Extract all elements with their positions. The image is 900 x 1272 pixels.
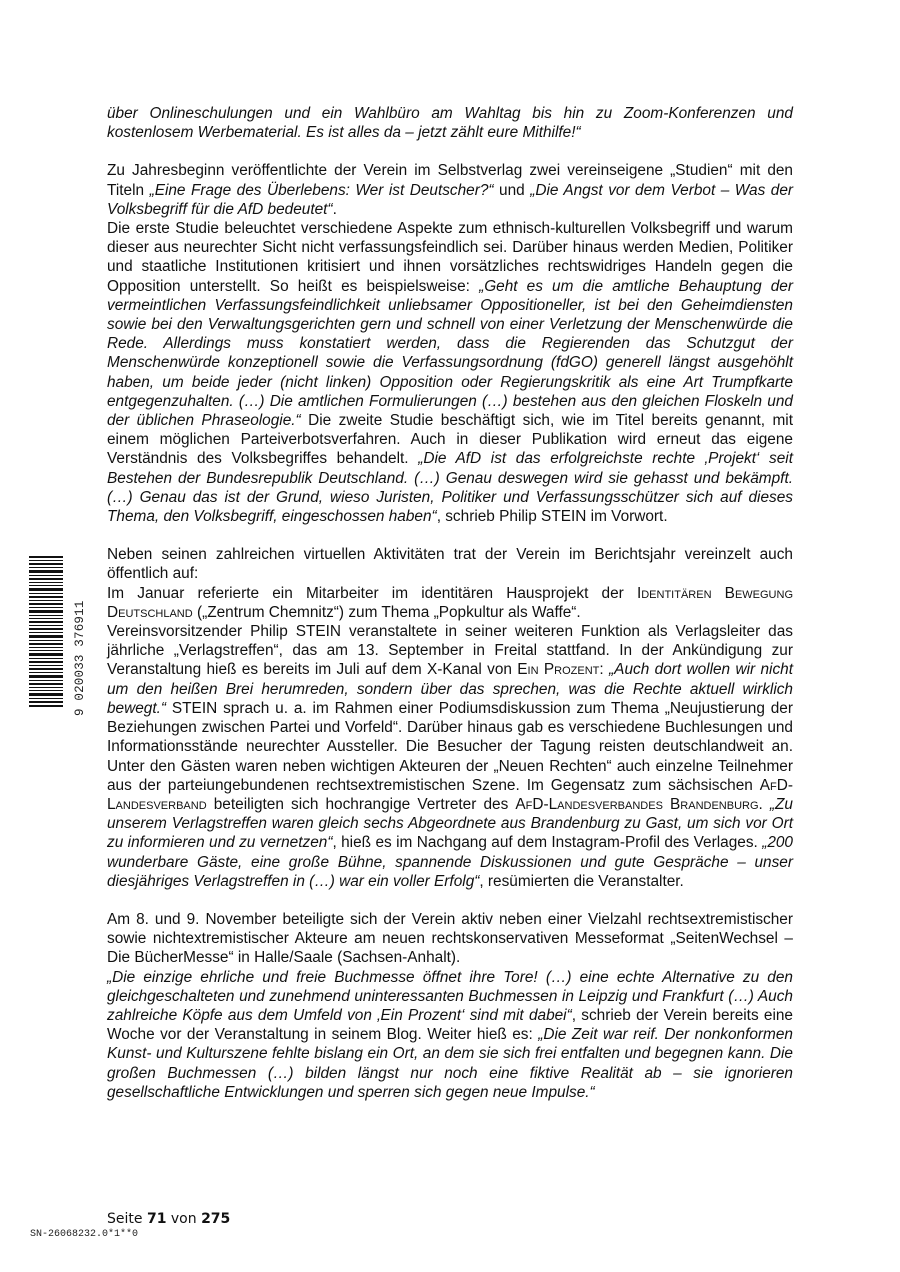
barcode-bars bbox=[29, 556, 63, 708]
paragraph-buchmesse-zitat: „Die einzige ehrliche und freie Buchmesse öffnet ihre Tore! (…) eine echte Alternative zu den gleichgeschalteten und zunehmend uninteressanten Buchmessen in Leipzig und Frankfurt (…) Auch zahlreiche Köpfe aus dem Umfeld von ‚Ein Prozent‘ sind mit dabei“, schrieb der Verein bereits eine Woche vor der Veranstaltung in seinem Blog. Weiter hieß es: „Die Zeit war reif. Der nonkonformen Kunst- und Kulturszene fehlte bislang ein Ort, an dem sie sich frei entfalten und begegnen kann. Die großen Buchmessen (…) bilden längst nur noch eine fiktive Realität ab – sie ignorieren gesellschaftliche Entwicklungen und sperren sich gegen neue Impulse.“ bbox=[107, 968, 793, 1101]
paragraph-buchmesse: Am 8. und 9. November beteiligte sich der Verein aktiv neben einer Vielzahl rechtsextremistischer sowie nichtextremistischer Akteure am neuen rechtskonservativen Messeformat „SeitenWechsel – Die BücherMesse“ in Halle/Saale (Sachsen-Anhalt). bbox=[107, 910, 793, 967]
document-id: SN-26068232.0*1**0 bbox=[30, 1229, 139, 1240]
paragraph-verlagstreffen: Vereinsvorsitzender Philip STEIN veranstaltete in seiner weiteren Funktion als Verlagsleiter das jährliche „Verlagstreffen“, das am 13. September in Freital stattfand. In der Ankündigung zur Veranstaltung hieß es bereits im Juli auf dem X-Kanal von Ein Prozent: „Auch dort wollen wir nicht um den heißen Brei herumreden, sondern über das sprechen, was die Rechte aktuell wirklich bewegt.“ STEIN sprach u. a. im Rahmen einer Podiumsdiskussion zum Thema „Neujustierung der Beziehungen zwischen Partei und Vorfeld“. Darüber hinaus gab es verschiedene Buchlesungen und Informationsstände neurechter Aussteller. Die Besucher der Tagung reisten deutschlandweit an. Unter den Gästen waren neben wichtigen Akteuren der „Neuen Rechten“ auch einzelne Teilnehmer aus der parteiungebundenen rechtsextremistischen Szene. Im Gegensatz zum sächsischen AfD-Landesverband beteiligten sich hochrangige Vertreter des AfD-Landesverbandes Brandenburg. „Zu unserem Verlagstreffen waren gleich sechs Abgeordnete aus Brandenburg zu Gast, um sich vor Ort zu informieren und zu vernetzen“, hieß es im Nachgang auf dem Instagram-Profil des Verlages. „200 wunderbare Gäste, eine große Bühne, spannende Diskussionen und gute Gespräche – unser diesjähriges Verlagstreffen in (…) war ein voller Erfolg“, resümierten die Veranstalter. bbox=[107, 623, 793, 890]
document-body bbox=[107, 104, 793, 1102]
barcode-number: 9 020033 376911 bbox=[73, 600, 87, 716]
barcode bbox=[29, 556, 87, 716]
paragraph-onlineschulungen: über Onlineschulungen und ein Wahlbüro am Wahltag bis hin zu Zoom-Konferenzen und kostenlosem Werbematerial. Es ist alles da – jetzt zählt eure Mithilfe!“ bbox=[107, 105, 793, 142]
page-number: Seite 71 von 275 bbox=[107, 1211, 231, 1227]
paragraph-studien: Zu Jahresbeginn veröffentlichte der Verein im Selbstverlag zwei vereinseigene „Studien“ mit den Titeln „Eine Frage des Überlebens: Wer ist Deutscher?“ und „Die Angst vor dem Verbot – Was der Volksbegriff für die AfD bedeutet“. bbox=[107, 162, 794, 218]
paragraph-erste-studie: Die erste Studie beleuchtet verschiedene Aspekte zum ethnisch-kulturellen Volksbegriff und warum dieser aus neurechter Sicht nicht verfassungsfeindlich sei. Darüber hinaus werden Medien, Politiker und staatliche Institutionen kritisiert und ihnen vorsätzliches rechtswidriges Handeln gegen die Opposition unterstellt. So heißt es beispielsweise: „Geht es um die amtliche Behauptung der vermeintlichen Verfassungsfeindlichkeit unliebsamer Oppositioneller, ist bei den Geheimdiensten sowie bei den Verwaltungsgerichten gern und schnell von einer Verletzung der Menschenwürde die Rede. Allerdings muss konstatiert werden, dass die Regierenden das Schutzgut der Menschenwürde konzeptionell sowie die Verfassungsordnung (fdGO) generell längst ausgehöhlt haben, um beide jeder (nicht linken) Opposition oder Regierungskritik als eine Art Trumpfkarte entgegenzuhalten. (…) Die amtlichen Formulierungen (…) bestehen aus den gleichen Floskeln und der üblichen Phraseologie.“ Die zweite Studie beschäftigt sich, wie im Titel bereits genannt, mit einem möglichen Parteiverbotsverfahren. Auch in dieser Publikation wird erneut das eigene Verständnis des Volksbegriffes behandelt. „Die AfD ist das erfolgreichste rechte ‚Projekt‘ seit Bestehen der Bundesrepublik Deutschland. (…) Genau deswegen wird sie gehasst und bekämpft. (…) Genau das ist der Grund, wieso Juristen, Politiker und Verfassungsschützer sich auf dieses Thema, den Volksbegriff, eingeschossen haben“, schrieb Philip STEIN im Vorwort. bbox=[107, 220, 794, 526]
paragraph-oeffentliche-auftritte: Neben seinen zahlreichen virtuellen Aktivitäten trat der Verein im Berichtsjahr vereinzelt auch öffentlich auf: bbox=[107, 546, 793, 583]
paragraph-januar: Im Januar referierte ein Mitarbeiter im identitären Hausprojekt der Identitären Bewegung Deutschland („Zentrum Chemnitz“) zum Thema „Popkultur als Waffe“. bbox=[107, 584, 793, 621]
